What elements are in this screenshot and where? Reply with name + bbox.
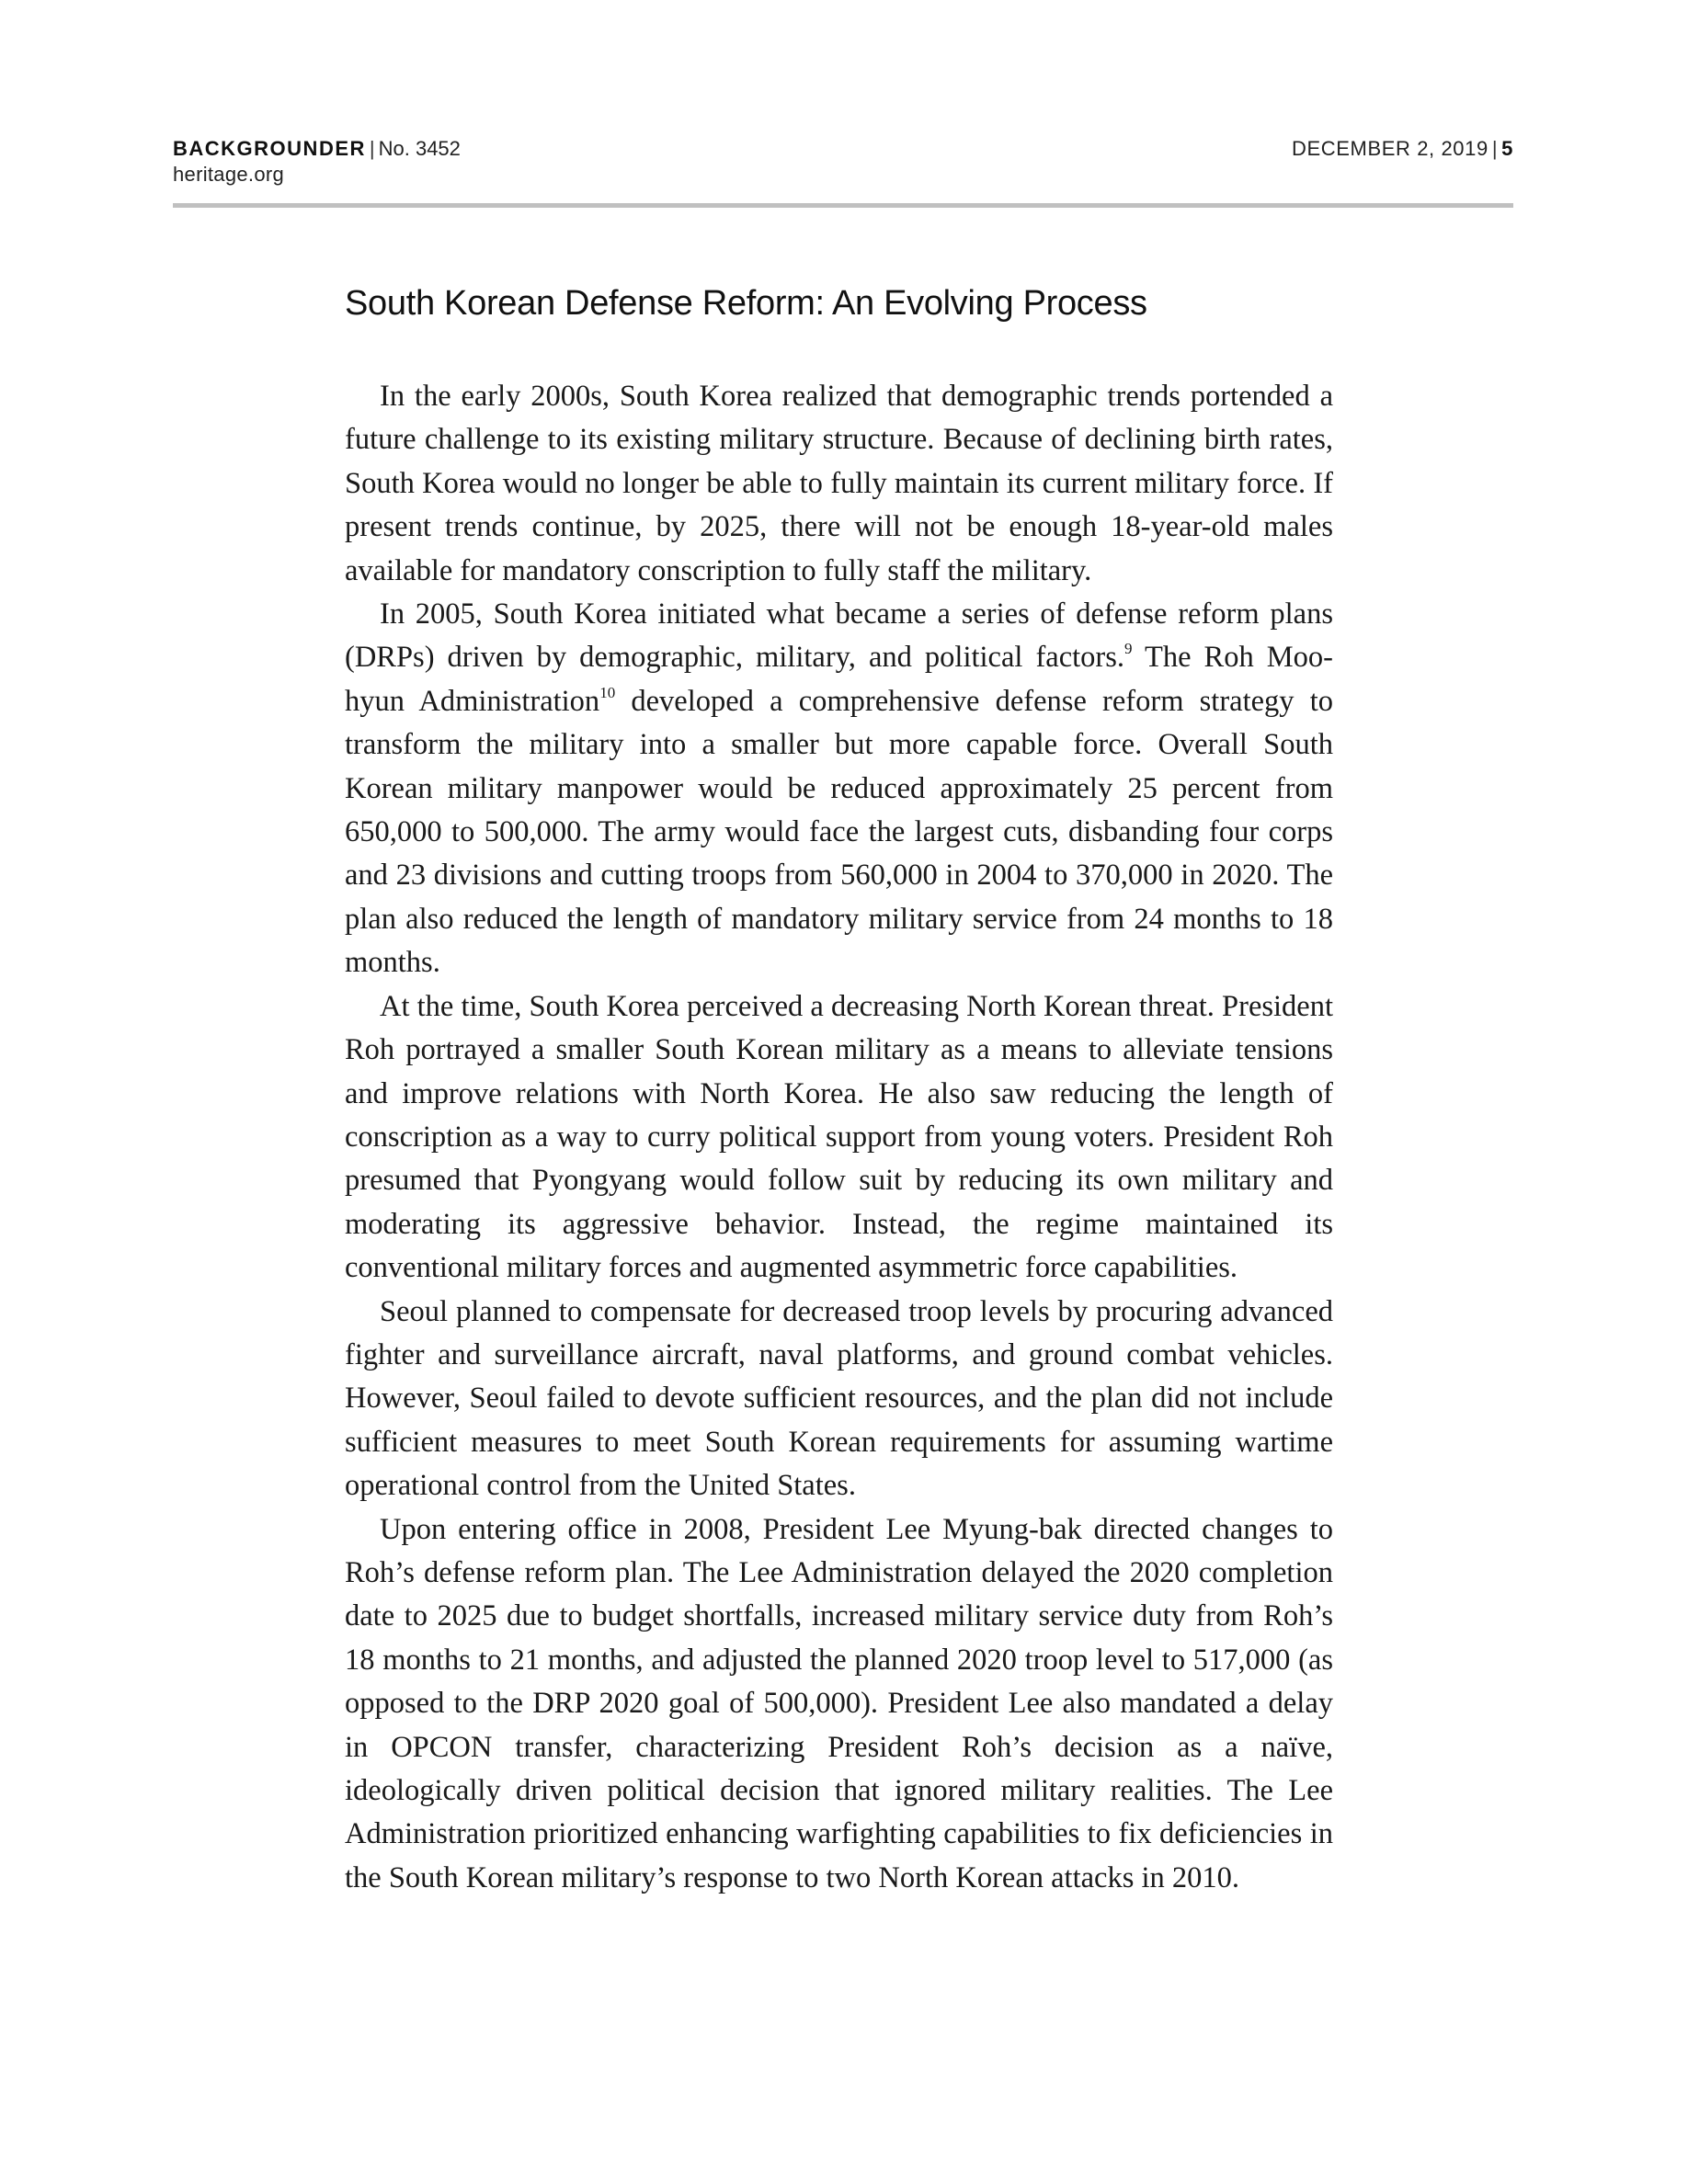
paragraph-2-text-a: In 2005, South Korea initiated what became a series of defense reform plans (DRPs) driven by demographic, military, and political factors. — [345, 597, 1333, 675]
paragraph-4: Seoul planned to compensate for decreased troop levels by procuring advanced fighter and surveillance aircraft, naval platforms, and ground combat vehicles. However, Seoul failed to devote sufficient resources, and the plan did not include sufficient measures to meet South Korean requirements for assuming wartime operational control from the United States. — [345, 1294, 1333, 1503]
paragraph-2-text-c: developed a comprehensive defense reform strategy to transform the military into a smaller but more capable force. Overall South Korean military manpower would be reduced approximately 25 percent from 650,000 to 500,000. The army would face the largest cuts, disbanding four corps and 23 divisions and cutting troops from 560,000 in 2004 to 370,000 in 2020. The plan also reduced the length of mandatory military service from 24 months to 18 months. — [345, 684, 1333, 980]
paragraph-1: In the early 2000s, South Korea realized that demographic trends portended a future challenge to its existing military structure. Because of declining birth rates, South Korea would no longer be able to fully maintain its current military force. If present trends continue, by 2025, there will not be enough 18-year-old males available for mandatory conscription to fully staff the military. — [345, 380, 1333, 587]
paragraph-3: At the time, South Korea perceived a decreasing North Korean threat. President Roh portrayed a smaller South Korean military as a means to alleviate tensions and improve relations with North Korea. He also saw reducing the length of conscription as a way to curry political support from young voters. President Roh presumed that Pyongyang would follow suit by reducing its own military and moderating its aggressive behavior. Instead, the regime maintained its conventional military forces and augmented asymmetric force capabilities. — [345, 989, 1333, 1285]
footnote-ref-10[interactable]: 10 — [599, 683, 616, 701]
section-title: South Korean Defense Reform: An Evolving Process — [345, 284, 1147, 323]
publication-date: DECEMBER 2, 2019 — [1292, 137, 1488, 160]
header-separator-right: | — [1491, 137, 1499, 160]
publication-info — [173, 136, 461, 188]
site-url[interactable]: heritage.org — [173, 163, 285, 186]
article — [345, 278, 1333, 1900]
footnote-ref-9[interactable]: 9 — [1124, 640, 1133, 658]
issue-number: No. 3452 — [378, 137, 461, 160]
series-name: BACKGROUNDER — [173, 137, 366, 160]
header-divider — [173, 203, 1513, 208]
article-body — [345, 375, 1333, 1900]
date-and-page — [1292, 136, 1513, 162]
header-separator: | — [369, 137, 375, 160]
page-number: 5 — [1501, 137, 1513, 160]
paragraph-2-text-b: The Roh Moo-hyun Administration — [345, 641, 1333, 718]
paragraph-2 — [345, 593, 1333, 985]
paragraph-5: Upon entering office in 2008, President Lee Myung-bak directed changes to Roh’s defense reform plan. The Lee Administration delayed the 2020 completion date to 2025 due to budget shortfalls, increased military service duty from Roh’s 18 months to 21 months, and adjusted the planned 2020 troop level to 517,000 (as opposed to the DRP 2020 goal of 500,000). President Lee also mandated a delay in OPCON transfer, characterizing President Roh’s decision as a naïve, ideologically driven political decision that ignored military realities. The Lee Administration prioritized enhancing warfighting capabilities to fix deficiencies in the South Korean military’s response to two North Korean attacks in 2010. — [345, 1512, 1333, 1894]
